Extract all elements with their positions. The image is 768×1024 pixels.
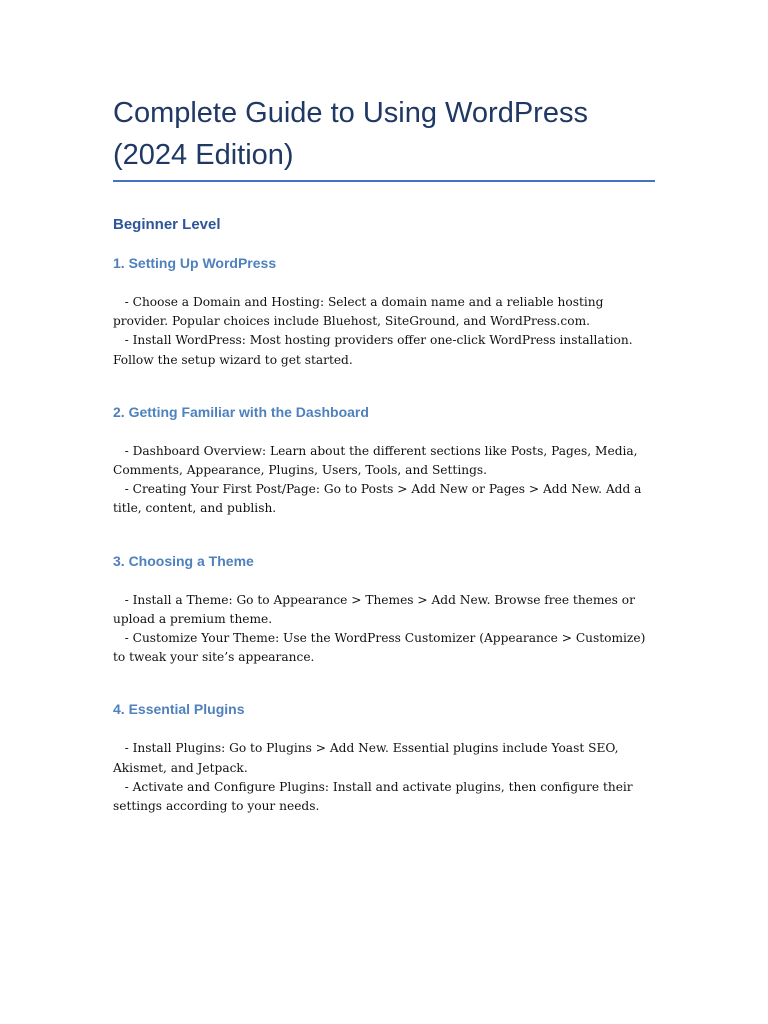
section-body <box>113 293 658 370</box>
section-heading: 3. Choosing a Theme <box>113 552 254 569</box>
bullet-item: - Activate and Configure Plugins: Install and activate plugins, then configure their settings according to your needs. <box>113 779 637 814</box>
section-theme <box>113 551 658 668</box>
document-title-line-2: (2024 Edition) <box>113 139 294 171</box>
bullet-item: - Install Plugins: Go to Plugins > Add New. Essential plugins include Yoast SEO, Akismet, and Jetpack. <box>113 741 623 775</box>
level-heading: Beginner Level <box>113 216 221 233</box>
section-body <box>113 739 658 816</box>
bullet-item: - Install WordPress: Most hosting providers offer one-click WordPress installation. Follow the setup wizard to get started. <box>113 333 637 367</box>
section-dashboard <box>113 402 658 519</box>
bullet-item: - Customize Your Theme: Use the WordPress Customizer (Appearance > Customize) to tweak your site’s appearance. <box>113 631 650 665</box>
section-plugins <box>113 699 658 816</box>
bullet-item: - Creating Your First Post/Page: Go to Posts > Add New or Pages > Add New. Add a title, content, and publish. <box>113 482 646 516</box>
bullet-item: - Dashboard Overview: Learn about the different sections like Posts, Pages, Media, Comments, Appearance, Plugins, Users, Tools, and Settings. <box>113 443 642 478</box>
document-title-line-1: Complete Guide to Using WordPress <box>113 97 588 129</box>
section-heading: 2. Getting Familiar with the Dashboard <box>113 403 369 420</box>
section-body <box>113 442 658 519</box>
document-title <box>113 92 658 176</box>
section-setting-up <box>113 253 658 370</box>
bullet-item: - Install a Theme: Go to Appearance > Themes > Add New. Browse free themes or upload a premium theme. <box>113 592 639 626</box>
section-body <box>113 591 658 668</box>
bullet-item: - Choose a Domain and Hosting: Select a domain name and a reliable hosting provider. Popular choices include Bluehost, SiteGround, and WordPress.com. <box>113 295 608 329</box>
title-divider <box>113 180 655 182</box>
document-page <box>113 92 658 816</box>
section-heading: 4. Essential Plugins <box>113 701 245 718</box>
section-heading: 1. Setting Up WordPress <box>113 255 277 271</box>
